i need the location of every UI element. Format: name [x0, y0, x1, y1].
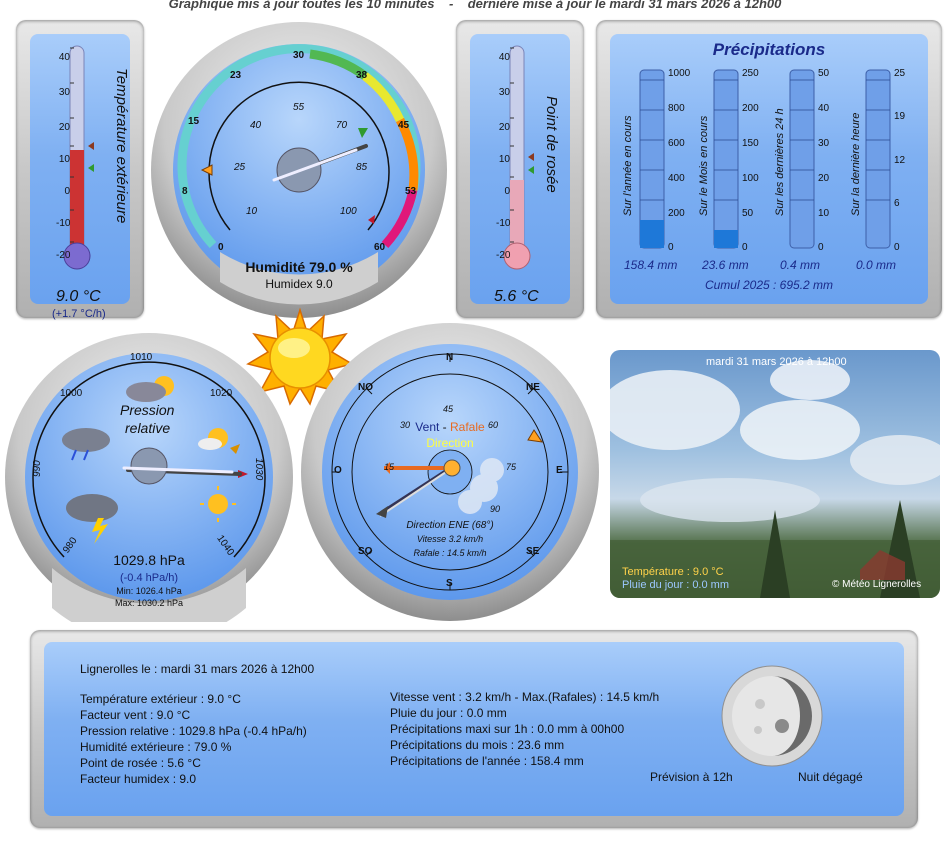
speed-tick: 15 [384, 462, 395, 472]
temperature-widget [16, 20, 144, 318]
tube-tick: 600 [668, 138, 685, 149]
summary-panel [30, 630, 918, 828]
tube-tick: 6 [894, 198, 900, 209]
summary-left-line: Température extérieur : 9.0 °C [80, 692, 241, 706]
forecast-text: Nuit dégagé [798, 770, 863, 784]
moon-icon [720, 664, 824, 768]
pressure-gauge [4, 332, 294, 622]
tube-tick: 20 [818, 173, 830, 184]
dewpoint-value: 5.6 °C [494, 288, 539, 305]
tube-tick: 19 [894, 111, 906, 122]
tube-tick: 200 [742, 103, 759, 114]
precipitation-tubes [596, 20, 942, 318]
tube-tick: 50 [818, 68, 830, 79]
summary-left-line: Pression relative : 1029.8 hPa (-0.4 hPa/h) [80, 724, 307, 738]
tube-tick: 200 [668, 208, 685, 219]
temperature-title: Température extérieure [113, 68, 130, 224]
humidity-inner-tick: 40 [250, 120, 262, 131]
cardinal-label: SO [358, 546, 373, 557]
wind-direction-legend: Direction [426, 436, 474, 450]
wind-legend: Vent - Rafale [415, 420, 485, 434]
forecast-label: Prévision à 12h [650, 770, 733, 784]
tube-tick: 30 [818, 138, 830, 149]
pressure-max: Max: 1030.2 hPa [114, 598, 184, 608]
pressure-trend: (-0.4 hPa/h) [119, 572, 179, 584]
tube-tick: 800 [668, 103, 685, 114]
precip-month-value: 23.6 mm [702, 258, 749, 272]
webcam-scene [610, 350, 940, 598]
speed-tick: 90 [490, 504, 501, 514]
precip-24h-value: 0.4 mm [780, 258, 821, 272]
tube-label-month: Sur le Mois en cours [698, 115, 710, 216]
pressure-title-1: Pression [120, 402, 175, 418]
speed-tick: 60 [488, 420, 499, 430]
pressure-title-2: relative [125, 420, 171, 436]
tube-tick: 0 [668, 242, 674, 253]
summary-location: Lignerolles le : mardi 31 mars 2026 à 12h00 [80, 662, 315, 676]
webcam-image[interactable] [610, 350, 940, 598]
humidity-outer-tick: 45 [398, 120, 410, 131]
humidity-inner-tick: 55 [293, 102, 305, 113]
humidity-inner-tick: 100 [340, 206, 357, 217]
speed-tick: 30 [400, 420, 411, 430]
tube-label-year: Sur l'année en cours [622, 115, 634, 216]
cardinal-label: NO [358, 382, 373, 393]
dewpoint-title: Point de rosée [543, 96, 560, 193]
tube-tick: 100 [742, 173, 759, 184]
humidity-inner-tick: 70 [336, 120, 348, 131]
dewpoint-widget [456, 20, 584, 318]
pressure-tick: 1040 [214, 533, 237, 558]
tube-tick: 50 [742, 208, 754, 219]
temperature-value: 9.0 °C [56, 288, 101, 305]
tube-tick: 12 [894, 155, 906, 166]
speed-tick: 45 [443, 404, 454, 414]
humidity-inner-tick: 10 [246, 206, 258, 217]
humidity-outer-tick: 38 [356, 70, 368, 81]
summary-left-line: Facteur vent : 9.0 °C [80, 708, 191, 722]
temperature-ticks: 40 30 20 10 0 -10 -20 [56, 52, 71, 261]
summary-left-line: Facteur humidex : 9.0 [80, 772, 197, 786]
pressure-tick: 1020 [210, 388, 233, 399]
webcam-credit: © Météo Lignerolles [832, 579, 922, 590]
precipitation-widget [596, 20, 942, 318]
humidex-value: Humidex 9.0 [265, 277, 333, 291]
tube-tick: 1000 [668, 68, 691, 79]
pressure-tick: 990 [32, 460, 43, 477]
pressure-min: Min: 1026.4 hPa [116, 586, 182, 596]
pressure-value: 1029.8 hPa [113, 552, 185, 568]
speed-tick: 75 [506, 462, 517, 472]
humidity-gauge [150, 20, 448, 320]
wind-compass [300, 322, 600, 622]
pressure-tick: 1000 [60, 388, 83, 399]
summary-right-line: Précipitations du mois : 23.6 mm [390, 738, 565, 752]
cardinal-label: NE [526, 382, 540, 393]
humidity-outer-tick: 8 [182, 186, 188, 197]
humidity-outer-tick: 15 [188, 116, 200, 127]
summary-left-line: Point de rosée : 5.6 °C [80, 756, 201, 770]
humidity-outer-tick: 23 [230, 70, 242, 81]
wind-gust: Rafale : 14.5 km/h [413, 548, 487, 558]
cardinal-label: E [556, 465, 563, 476]
wind-speed: Vitesse 3.2 km/h [416, 534, 484, 544]
precip-1h-value: 0.0 mm [856, 258, 897, 272]
humidity-inner-tick: 25 [234, 162, 246, 173]
precipitation-title: Précipitations [712, 40, 826, 59]
humidity-outer-tick: 53 [405, 186, 417, 197]
humidity-outer-tick: 0 [218, 242, 224, 253]
dewpoint-ticks: 40 30 20 10 0 -10 -20 [496, 52, 511, 261]
tube-tick: 25 [894, 68, 906, 79]
webcam-rain: Pluie du jour : 0.0 mm [622, 579, 729, 591]
summary-right-line: Précipitations maxi sur 1h : 0.0 mm à 00h00 [390, 722, 625, 736]
webcam-temp: Température : 9.0 °C [622, 566, 724, 578]
cardinal-label: S [446, 578, 453, 589]
summary-right-line: Vitesse vent : 3.2 km/h - Max.(Rafales) : 14.5 km/h [390, 690, 660, 704]
summary-left-line: Humidité extérieure : 79.0 % [80, 740, 232, 754]
precip-year-value: 158.4 mm [624, 258, 678, 272]
tube-tick: 250 [742, 68, 759, 79]
wind-direction: Direction ENE (68°) [406, 520, 494, 531]
humidity-inner-tick: 85 [356, 162, 368, 173]
tube-tick: 10 [818, 208, 830, 219]
humidity-outer-tick: 30 [293, 50, 305, 61]
tube-tick: 0 [894, 242, 900, 253]
pressure-tick: 980 [61, 535, 80, 556]
dewpoint-thermometer [456, 20, 584, 318]
tube-tick: 40 [818, 103, 830, 114]
summary-right-line: Pluie du jour : 0.0 mm [390, 706, 507, 720]
webcam-timestamp: mardi 31 mars 2026 à 12h00 [706, 356, 847, 368]
humidity-value: Humidité 79.0 % [245, 259, 353, 275]
summary-right-line: Précipitations de l'année : 158.4 mm [390, 754, 584, 768]
temperature-trend: (+1.7 °C/h) [52, 308, 106, 320]
cardinal-label: N [446, 352, 454, 363]
precip-cumul: Cumul 2025 : 695.2 mm [704, 278, 834, 292]
humidity-outer-tick: 60 [374, 242, 386, 253]
tube-tick: 0 [742, 242, 748, 253]
tube-tick: 0 [818, 242, 824, 253]
cardinal-label: O [334, 465, 342, 476]
tube-label-1h: Sur la dernière heure [850, 112, 862, 216]
tube-tick: 400 [668, 173, 685, 184]
update-header: Graphique mis à jour toutes les 10 minutes - dernière mise à jour le mardi 31 mars 2026 à 12h00 [168, 0, 782, 11]
cardinal-label: SE [526, 546, 540, 557]
pressure-tick: 1010 [130, 352, 153, 363]
tube-label-24h: Sur les dernières 24 h [774, 108, 786, 216]
pressure-tick: 1030 [253, 458, 264, 481]
tube-tick: 150 [742, 138, 759, 149]
